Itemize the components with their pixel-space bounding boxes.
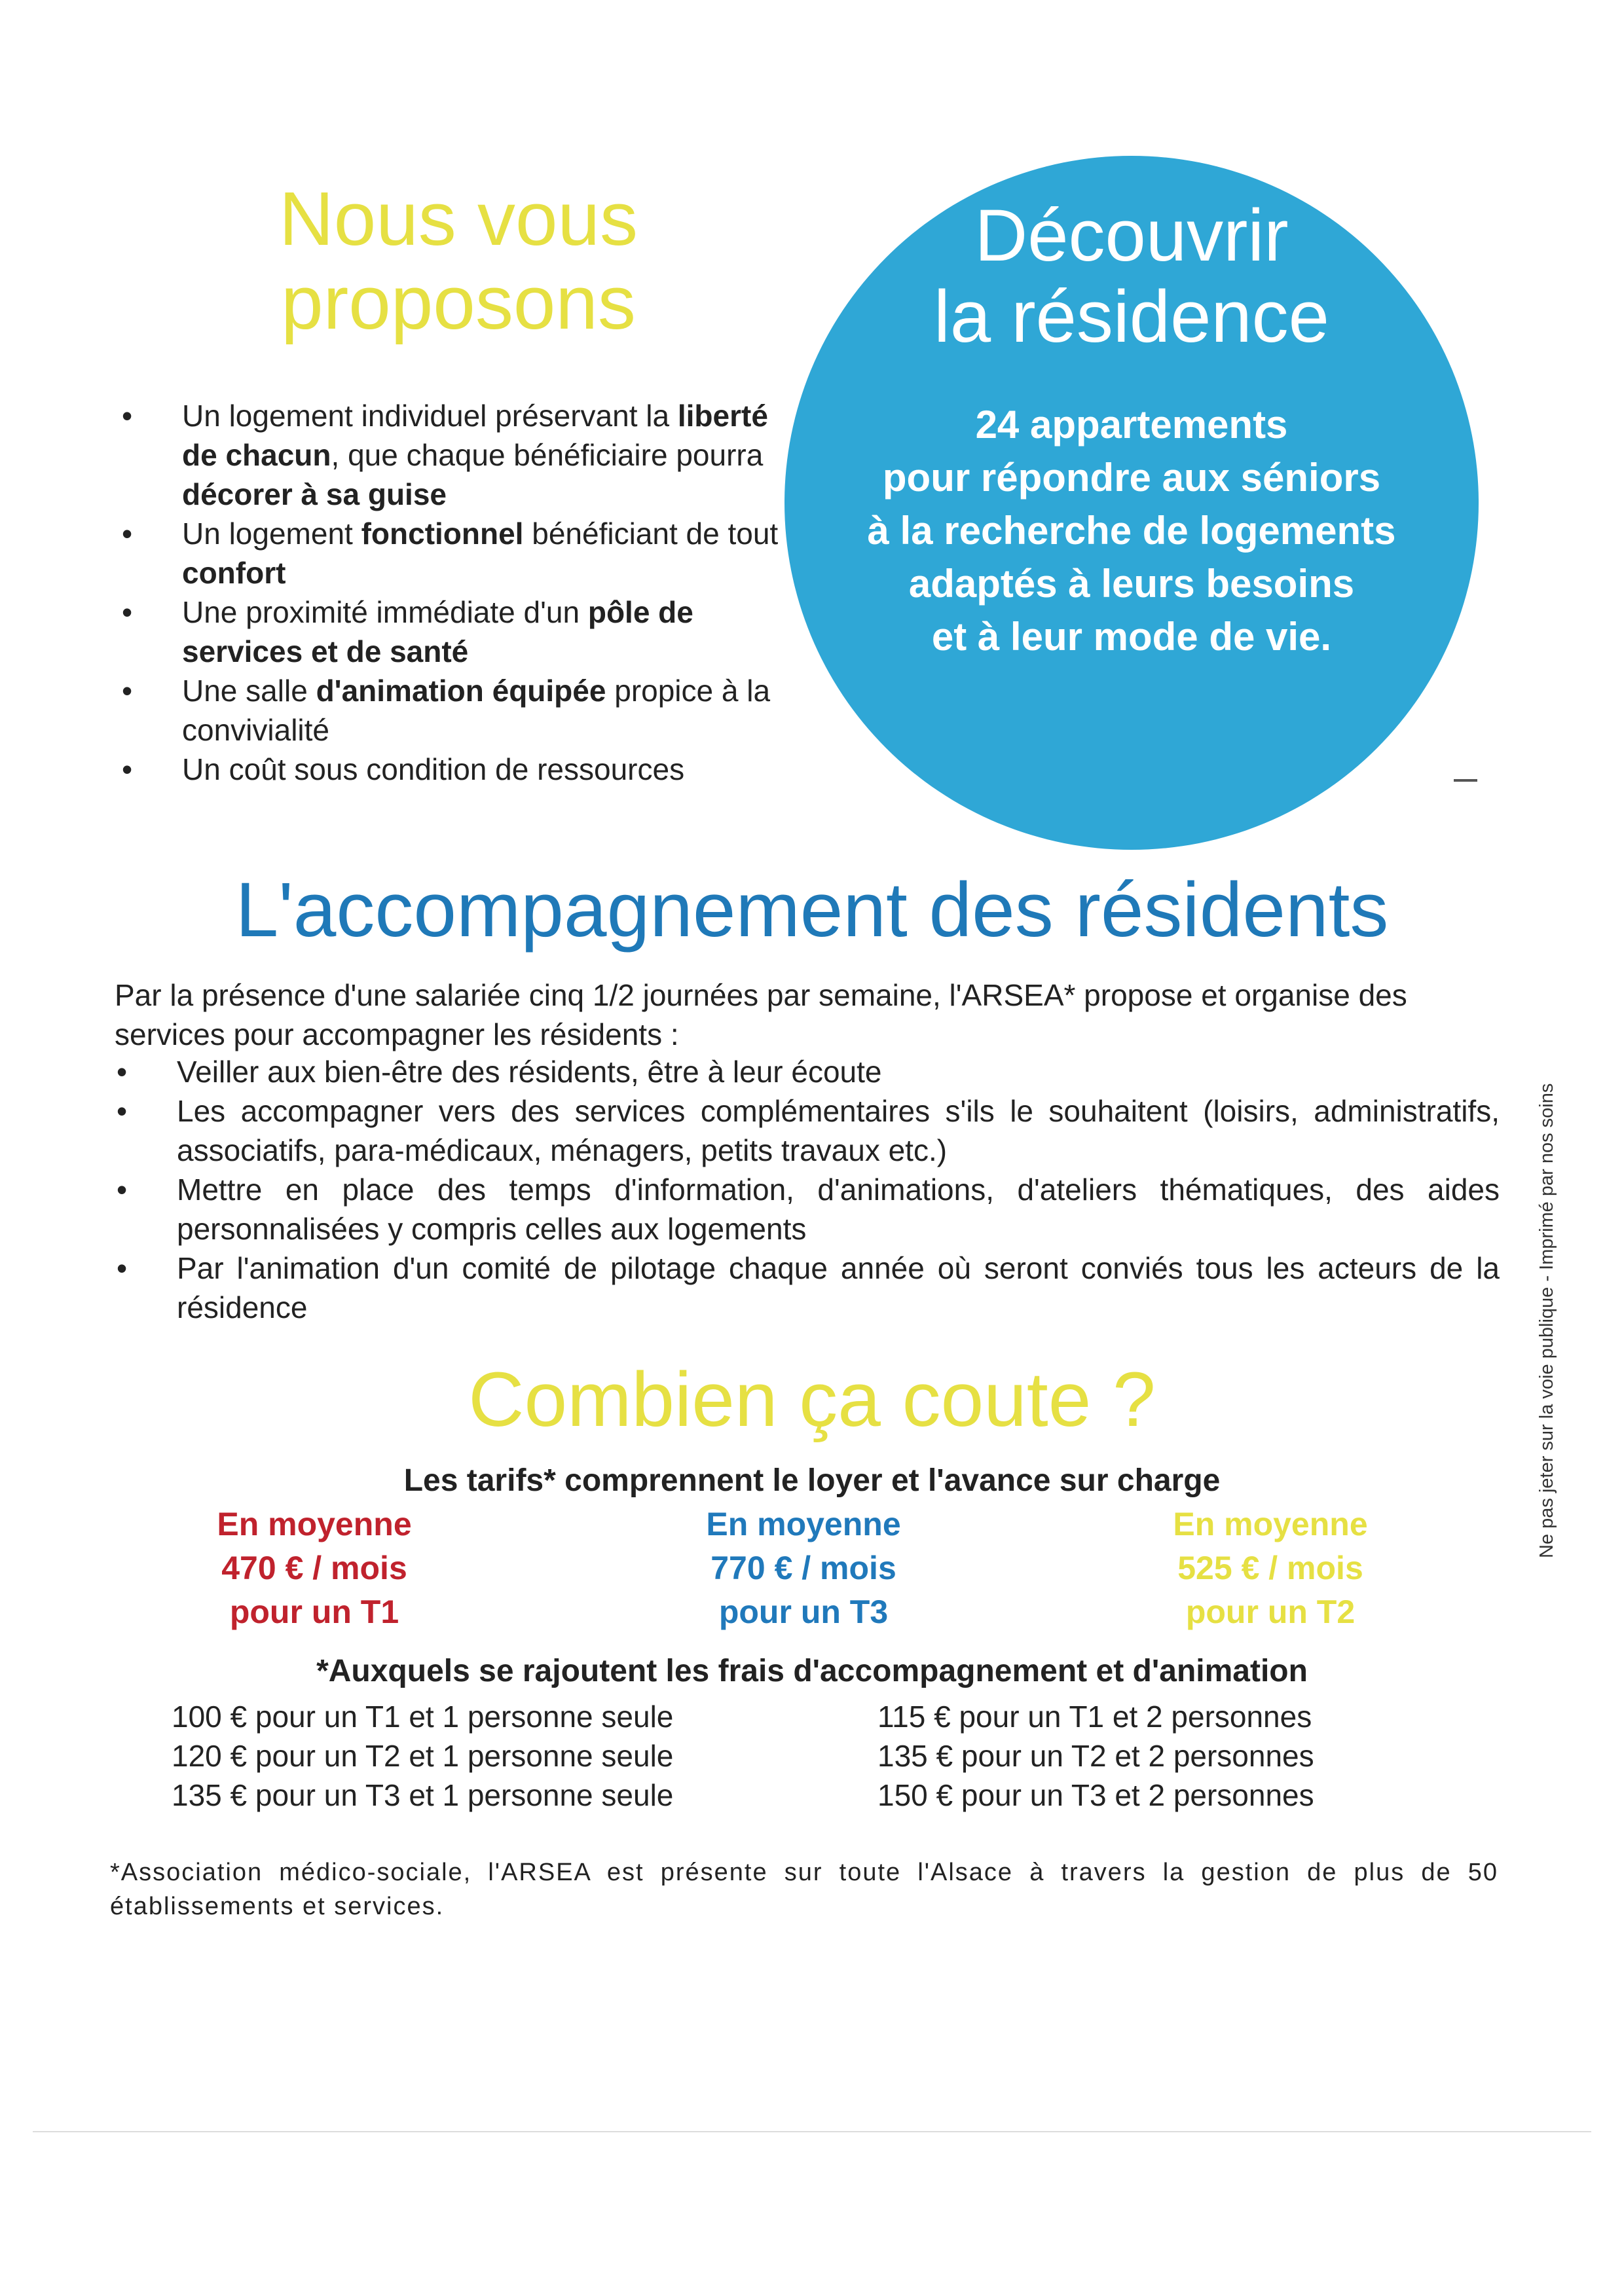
propose-item-text: propice à la convivialité (182, 674, 771, 747)
accompagnement-item: • Mettre en place des temps d'information, d'animations, d'ateliers thématiques, des aides personnalisées y compris celles aux logements (177, 1170, 1500, 1248)
discover-text-line: 24 appartements (975, 403, 1288, 446)
fee-line: 135 € pour un T3 et 1 personne seule (172, 1778, 674, 1812)
propose-item-emphasis: d'animation équipée (316, 674, 606, 708)
fees-couple-list (877, 1697, 1532, 1815)
average-price-t1 (111, 1503, 517, 1634)
propose-item-emphasis: décorer à sa guise (182, 477, 447, 511)
accompagnement-list (177, 1052, 1500, 1327)
propose-item-text: , que chaque bénéficiaire pourra (331, 438, 764, 472)
accompagnement-item: • Les accompagner vers des services complémentaires s'ils le souhaitent (loisirs, administratifs, associatifs, para-médicaux, ménagers, petits travaux etc.) (177, 1091, 1500, 1170)
cost-subtitle: Les tarifs* comprennent le loyer et l'avance sur charge (403, 1463, 1221, 1498)
discover-text-line: pour répondre aux séniors (882, 456, 1381, 500)
average-label: En moyenne (1173, 1506, 1368, 1542)
propose-item (182, 750, 791, 789)
average-unit: pour un T2 (1185, 1594, 1356, 1630)
scan-mark-divider (1454, 779, 1477, 782)
bottom-divider (33, 2131, 1591, 2132)
fee-line: 100 € pour un T1 et 1 personne seule (172, 1700, 674, 1734)
propose-item-emphasis: pôle de services et de santé (182, 595, 693, 668)
discover-text-line: à la recherche de logements (867, 509, 1396, 553)
propose-item-emphasis: liberté de chacun (182, 399, 768, 472)
propose-heading-line-1: Nous vous (278, 176, 638, 261)
propose-item (182, 396, 791, 514)
discover-text-line: adaptés à leurs besoins (908, 562, 1355, 606)
accompagnement-intro: Par la présence d'une salariée cinq 1/2 journées par semaine, l'ARSEA* propose et organise des services pour accompagner les résidents : (115, 978, 1407, 1051)
propose-item-emphasis: confort (182, 556, 286, 590)
average-price-t3 (600, 1503, 1006, 1634)
fee-line: 120 € pour un T2 et 1 personne seule (172, 1739, 674, 1773)
fee-line: 150 € pour un T3 et 2 personnes (877, 1778, 1314, 1812)
propose-item-text: Une proximité immédiate d'un (182, 595, 588, 629)
cost-heading: Combien ça coute ? (468, 1357, 1156, 1443)
average-price: 770 € / mois (710, 1550, 896, 1586)
average-label: En moyenne (217, 1506, 412, 1542)
discover-heading-line-2: la résidence (934, 276, 1329, 357)
average-price: 525 € / mois (1177, 1550, 1363, 1586)
fee-line: 115 € pour un T1 et 2 personnes (877, 1700, 1312, 1734)
discover-heading (784, 195, 1479, 357)
discover-heading-line-1: Découvrir (974, 194, 1289, 276)
average-label: En moyenne (706, 1506, 901, 1542)
fees-single-list (172, 1697, 826, 1815)
propose-item-emphasis: fonctionnel (361, 517, 524, 551)
propose-item-text: Une salle (182, 674, 316, 708)
propose-heading (249, 177, 668, 344)
average-price-t2 (1067, 1503, 1473, 1634)
propose-item-text: bénéficiant de tout (523, 517, 779, 551)
propose-item (182, 514, 791, 592)
fee-line: 135 € pour un T2 et 2 personnes (877, 1739, 1314, 1773)
discover-circle (784, 156, 1479, 850)
vertical-disclaimer: Ne pas jeter sur la voie publique - Imprimé par nos soins (1536, 1083, 1557, 1558)
accompagnement-item: • Par l'animation d'un comité de pilotage chaque année où seront conviés tous les acteurs de la résidence (177, 1248, 1500, 1327)
average-price: 470 € / mois (221, 1550, 407, 1586)
extra-fees-heading: *Auxquels se rajoutent les frais d'accompagnement et d'animation (316, 1654, 1308, 1688)
accompagnement-item: • Veiller aux bien-être des résidents, être à leur écoute (177, 1052, 1500, 1091)
average-unit: pour un T3 (718, 1594, 889, 1630)
propose-item-text: Un logement (182, 517, 361, 551)
propose-list (182, 396, 791, 789)
propose-item-text: Un coût sous condition de ressources (182, 752, 685, 786)
accompagnement-heading: L'accompagnement des résidents (235, 867, 1389, 953)
average-unit: pour un T1 (229, 1594, 399, 1630)
discover-description (784, 398, 1479, 663)
discover-text-line: et à leur mode de vie. (931, 615, 1332, 659)
propose-item (182, 671, 791, 750)
propose-item-text: Un logement individuel préservant la (182, 399, 678, 433)
footnote: *Association médico-sociale, l'ARSEA est présente sur toute l'Alsace à travers la gestion de plus de 50 établissements et services. (110, 1859, 1498, 1920)
propose-heading-line-2: proposons (281, 260, 636, 345)
propose-item (182, 592, 791, 671)
